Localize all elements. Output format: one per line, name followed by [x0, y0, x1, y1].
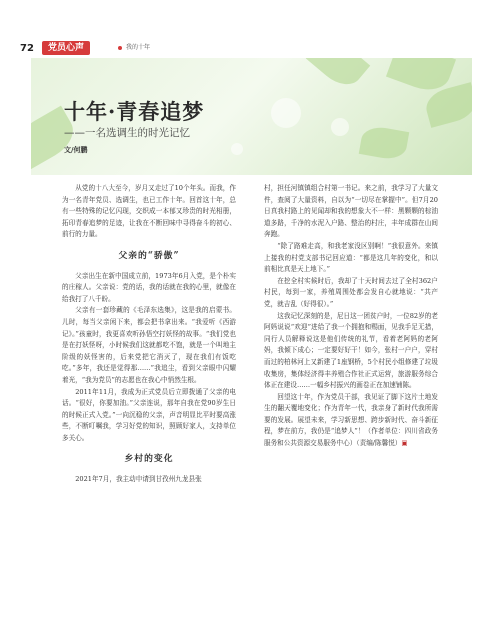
paragraph: 2011年11月，我成为正式党员后立即拨通了父亲的电话。“很好，你要加油。”父亲连说，那年自我在党90岁生日的时候正式入党。”一向沉稳的父亲，声音明显比平时要高涨些，不断叮嘱我，学习好党的知识，照顾好家人，支持单位多关心。 [62, 387, 236, 442]
paragraph [264, 392, 438, 450]
right-column [264, 183, 438, 450]
section-heading: 父亲的“骄傲” [118, 250, 180, 261]
paragraph: 父亲有一套珍藏的《毛泽东选集》，这是我的启蒙书。儿时，每当父亲闲下来，都会把书拿出来。“我爱听《西游记》。”孩童时，我更喜欢听孙悟空打妖怪的故事。“我们党也是在打妖怪呀，小时候我们这就都吃不饱，就是一个叫地主阶级的妖怪害的，后来党把它消灭了，现在我们有饭吃吃。”多年，我还是觉得那……”我追尘，看到父亲眼中闪耀着光，“我为党员”的志愿也在我心中悄然生根。 [62, 306, 236, 384]
left-column [62, 183, 236, 486]
paragraph: 从党的十八大至今，岁月又走过了10个年头。而我，作为一名青年党员、选调生，也已工作十年。回首这十年，总有一些特殊的记忆闪现，交织成一本郁又珍贵的时光相册，拓印青春追梦的足迹，让我在不断回味中寻得奋斗的初心、前行的力量。 [62, 184, 236, 239]
article-author: 文/何鹏 [64, 146, 88, 154]
paragraph: 在挖全村实候时后，我却了十天时间去过了全村362户村民，每到一家，养殖周围处都会发自心就地说：“共产党，就吉乱（好得很）。” [264, 276, 438, 308]
light-spot [231, 143, 243, 155]
paragraph: 村，担任河镇镇组合村第一书记。来之前，我学习了大量文件，查阅了大量资料，自以为“一切尽在掌握中”。但7月20日真我村路上的见闻却和我的想象大不一样：黑颗颗的棕油道多路，千净的水泥入户路、整治的村庄，丰年成群在山间奔跑。 [264, 184, 438, 239]
article-subtitle: ——一名选调生的时光记忆 [64, 127, 190, 139]
light-spot [331, 118, 349, 136]
column-subtitle: 我的十年 [126, 44, 151, 51]
section-heading: 乡村的变化 [124, 454, 174, 465]
leaf-shape [359, 124, 410, 162]
page-number: 72 [20, 43, 34, 54]
paragraph: 这我记忆深刻的是，尼日这一团贫户时，一位82岁的老阿妈说说“欢迎”进给了我一个拥抱和赐面，见我手足无措，同行人员解释说这是他们传统的礼节，看着老阿妈的老阿妈，我倾下成心；一定要好好干！如今，张村一户户，穿村而过的柏林河上又新建了1座钢桥，5个村民小组修建了垃圾收集房，集体经济得丰养殖合作社正式运营，旅游服务综合体正在建设……一幅乡村振兴的画卷正在加速铺陈。 [264, 311, 438, 390]
light-spot [271, 98, 301, 128]
leaf-shape [306, 58, 371, 93]
paragraph: 2021年7月，我主动申请到甘孜州九龙县张 [75, 475, 202, 484]
paragraph-text: 回望这十年，作为党员干部，我见证了脚下这片土地发生的翻天覆地变化；作为青年一代，我亲身了新时代我所需要的发展。展望未来，学习新思想、跨步新时代、奋斗新征程，梦在前方，我仍是“追梦人”！（作者单位：四川省政务服务和公共资源交易服务中心）（责编/陈馨悦） [264, 392, 438, 448]
page-header [0, 0, 503, 58]
column-tag: 党员心声 [42, 41, 90, 55]
paragraph: “除了路难走高，和我老家没区别啊！”我很意外。来镇上接我的村党支部书记回应道：“都是这几年的变化，和以前相比真是天上地下。” [264, 241, 438, 274]
paragraph: 父亲出生在新中国成立前，1973年6月入党，是个朴实的庄稼人。父亲说：党的话，我的话就在我的心里，就像在给我打了八千盼。 [62, 271, 236, 303]
end-mark-icon: ▣ [401, 439, 408, 448]
article-title: 十年·青春追梦 [64, 99, 205, 124]
bullet-icon [118, 46, 122, 50]
